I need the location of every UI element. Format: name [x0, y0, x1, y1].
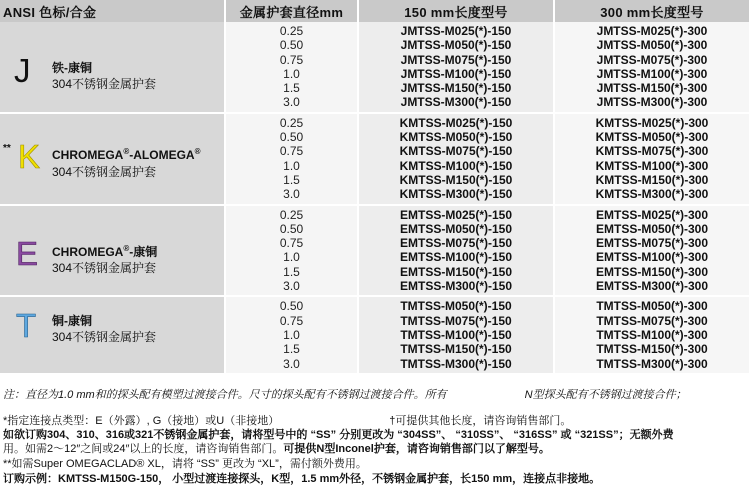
ansi-cell [0, 22, 225, 113]
diameter-value: 3.0 [283, 279, 300, 294]
sheath-material: 304不锈钢金属护套 [52, 77, 157, 91]
header-ansi: ANSI 色标/合金 [0, 0, 225, 22]
sheath-material: 304不锈钢金属护套 [52, 164, 157, 179]
model-150-value: TMTSS-M300(*)-150 [400, 356, 512, 371]
diameter-value: 0.75 [279, 313, 304, 328]
model-300-value: JMTSS-M150(*)-300 [596, 81, 708, 96]
model-150-value: EMTSS-M300(*)-150 [399, 279, 513, 294]
alloy-name: 铁-康铜 [52, 61, 92, 75]
diameter-value: 0.75 [279, 236, 304, 251]
model-300-value: TMTSS-M150(*)-300 [596, 342, 708, 357]
model-300-value: EMTSS-M025(*)-300 [595, 207, 709, 222]
model-150-value: KMTSS-M050(*)-150 [399, 130, 513, 145]
model-300-value: TMTSS-M300(*)-300 [596, 356, 708, 371]
alloy-name: CHROMEGA®-康铜 [52, 243, 158, 259]
diameter-value: 0.75 [279, 144, 304, 159]
model-150-cell [358, 296, 554, 374]
diameter-value: 1.5 [283, 264, 300, 279]
model-150-value: JMTSS-M050(*)-150 [400, 38, 512, 53]
ansi-color-letter: E [16, 234, 39, 272]
model-150-value: EMTSS-M050(*)-150 [399, 221, 513, 236]
diameter-value: 0.50 [279, 221, 304, 236]
model-300-value: JMTSS-M300(*)-300 [596, 95, 708, 110]
alloy-name: 铜-康铜 [52, 314, 92, 329]
note-diameter: 注：直径为1.0 mm和的探头配有模塑过渡接合件。尺寸的探头配有不锈钢过渡接合件。所有 N型探头配有不锈钢过渡接合件； [3, 389, 687, 401]
model-150-cell [358, 205, 554, 297]
model-300-value: KMTSS-M050(*)-300 [595, 130, 709, 145]
diameter-value: 1.5 [283, 342, 300, 357]
diameter-value: 1.5 [283, 172, 300, 187]
model-300-cell [554, 205, 750, 297]
model-150-value: EMTSS-M100(*)-150 [399, 250, 513, 265]
registered-mark: ® [194, 146, 201, 156]
model-300-value: KMTSS-M100(*)-300 [595, 158, 709, 173]
model-300-value: KMTSS-M025(*)-300 [595, 115, 709, 130]
diameter-value: 0.75 [279, 52, 304, 67]
model-150-cell [358, 22, 554, 113]
diameter-value: 1.0 [283, 250, 300, 265]
model-150-value: JMTSS-M100(*)-150 [400, 66, 512, 81]
model-150-value: TMTSS-M075(*)-150 [400, 313, 512, 328]
diameter-value: 3.0 [283, 356, 300, 371]
group-row-k [0, 113, 750, 205]
ansi-color-letter: K [18, 137, 41, 175]
model-150-value: EMTSS-M025(*)-150 [399, 207, 513, 222]
group-row-j [0, 22, 750, 113]
model-150-value: KMTSS-M100(*)-150 [399, 158, 513, 173]
diameter-cell [225, 113, 358, 205]
model-150-value: JMTSS-M025(*)-150 [400, 24, 512, 38]
model-300-value: KMTSS-M075(*)-300 [595, 144, 709, 159]
model-300-value: KMTSS-M150(*)-300 [595, 172, 709, 187]
model-300-value: EMTSS-M050(*)-300 [595, 221, 709, 236]
model-300-value: EMTSS-M150(*)-300 [595, 264, 709, 279]
model-150-value: JMTSS-M150(*)-150 [400, 81, 512, 96]
registered-mark: ® [123, 243, 130, 253]
model-150-value: KMTSS-M075(*)-150 [399, 144, 513, 159]
diameter-value: 3.0 [283, 95, 300, 110]
model-150-value: JMTSS-M300(*)-150 [400, 95, 512, 110]
model-300-value: JMTSS-M100(*)-300 [596, 66, 708, 81]
note-order-example: 订购示例：KMTSS-M150G-150， 小型过渡连接探头，K型，1.5 mm外径，不锈钢金属护套，长150 mm，连接点非接地。 [3, 473, 601, 485]
model-150-value: JMTSS-M075(*)-150 [400, 52, 512, 67]
diameter-cell [225, 296, 358, 374]
note-sheath-order: 如欲订购304、310、316或321不锈钢金属护套，请将型号中的 “SS” 分别更改为 “304SS”、 “310SS”、 “316SS” 或 “321SS”；无额外费 [3, 429, 674, 441]
diameter-value: 1.0 [283, 66, 300, 81]
ansi-cell [0, 113, 225, 205]
ansi-color-letter: J [14, 52, 31, 89]
diameter-value: 0.50 [279, 38, 304, 53]
model-300-value: TMTSS-M100(*)-300 [596, 327, 708, 342]
model-150-value: EMTSS-M150(*)-150 [399, 264, 513, 279]
sheath-material: 304不锈钢金属护套 [52, 260, 157, 275]
diameter-value: 0.25 [279, 207, 304, 222]
model-300-value: JMTSS-M050(*)-300 [596, 38, 708, 53]
alloy-name: CHROMEGA®-ALOMEGA® [52, 146, 201, 162]
diameter-value: 0.25 [279, 115, 304, 130]
header-diameter: 金属护套直径mm [225, 0, 358, 22]
model-150-value: KMTSS-M150(*)-150 [399, 172, 513, 187]
diameter-cell [225, 205, 358, 297]
model-150-value: TMTSS-M150(*)-150 [400, 342, 512, 357]
ansi-cell [0, 205, 225, 297]
group-row-t [0, 296, 750, 374]
model-300-value: JMTSS-M075(*)-300 [596, 52, 708, 67]
group-row-e [0, 205, 750, 297]
registered-mark: ® [123, 146, 130, 156]
diameter-value: 1.0 [283, 158, 300, 173]
diameter-value: 0.25 [279, 24, 304, 38]
diameter-value: 1.0 [283, 327, 300, 342]
note-omegaclad: **如需Super OMEGACLAD® XL，请将 “SS” 更改为 “XL”，需付额外费用。 [3, 458, 367, 470]
note-junction-type: *指定连接点类型：E（外露）, G（接地）或U（非接地） †可提供其他长度，请咨询销售部门。 [3, 415, 572, 427]
model-300-value: EMTSS-M100(*)-300 [595, 250, 709, 265]
model-300-value: JMTSS-M025(*)-300 [596, 24, 708, 38]
model-300-cell [554, 22, 750, 113]
model-300-value: EMTSS-M300(*)-300 [595, 279, 709, 294]
model-150-value: TMTSS-M050(*)-150 [400, 299, 512, 314]
model-300-value: KMTSS-M300(*)-300 [595, 187, 709, 202]
diameter-value: 1.5 [283, 81, 300, 96]
ansi-color-letter: T [16, 307, 37, 345]
model-150-value: TMTSS-M100(*)-150 [400, 327, 512, 342]
model-150-value: EMTSS-M075(*)-150 [399, 236, 513, 251]
model-300-value: TMTSS-M075(*)-300 [596, 313, 708, 328]
sheath-material: 304不锈钢金属护套 [52, 330, 157, 345]
note-length: 用。如需2～12″之间或24″以上的长度，请咨询销售部门。可提供N型Inconel护套，请咨询销售部门以了解型号。 [3, 443, 550, 455]
diameter-value: 0.50 [279, 130, 304, 145]
model-150-cell [358, 113, 554, 205]
ansi-cell [0, 296, 225, 374]
model-300-cell [554, 113, 750, 205]
model-300-value: TMTSS-M050(*)-300 [596, 299, 708, 314]
header-150mm: 150 mm长度型号 [358, 0, 554, 22]
header-300mm: 300 mm长度型号 [554, 0, 750, 22]
model-300-cell [554, 296, 750, 374]
model-150-value: KMTSS-M300(*)-150 [399, 187, 513, 202]
diameter-value: 3.0 [283, 187, 300, 202]
header-row [0, 0, 750, 22]
diameter-value: 0.50 [279, 299, 304, 314]
footnote-marker: ** [3, 142, 11, 154]
model-150-value: KMTSS-M025(*)-150 [399, 115, 513, 130]
model-300-value: EMTSS-M075(*)-300 [595, 236, 709, 251]
diameter-cell [225, 22, 358, 113]
